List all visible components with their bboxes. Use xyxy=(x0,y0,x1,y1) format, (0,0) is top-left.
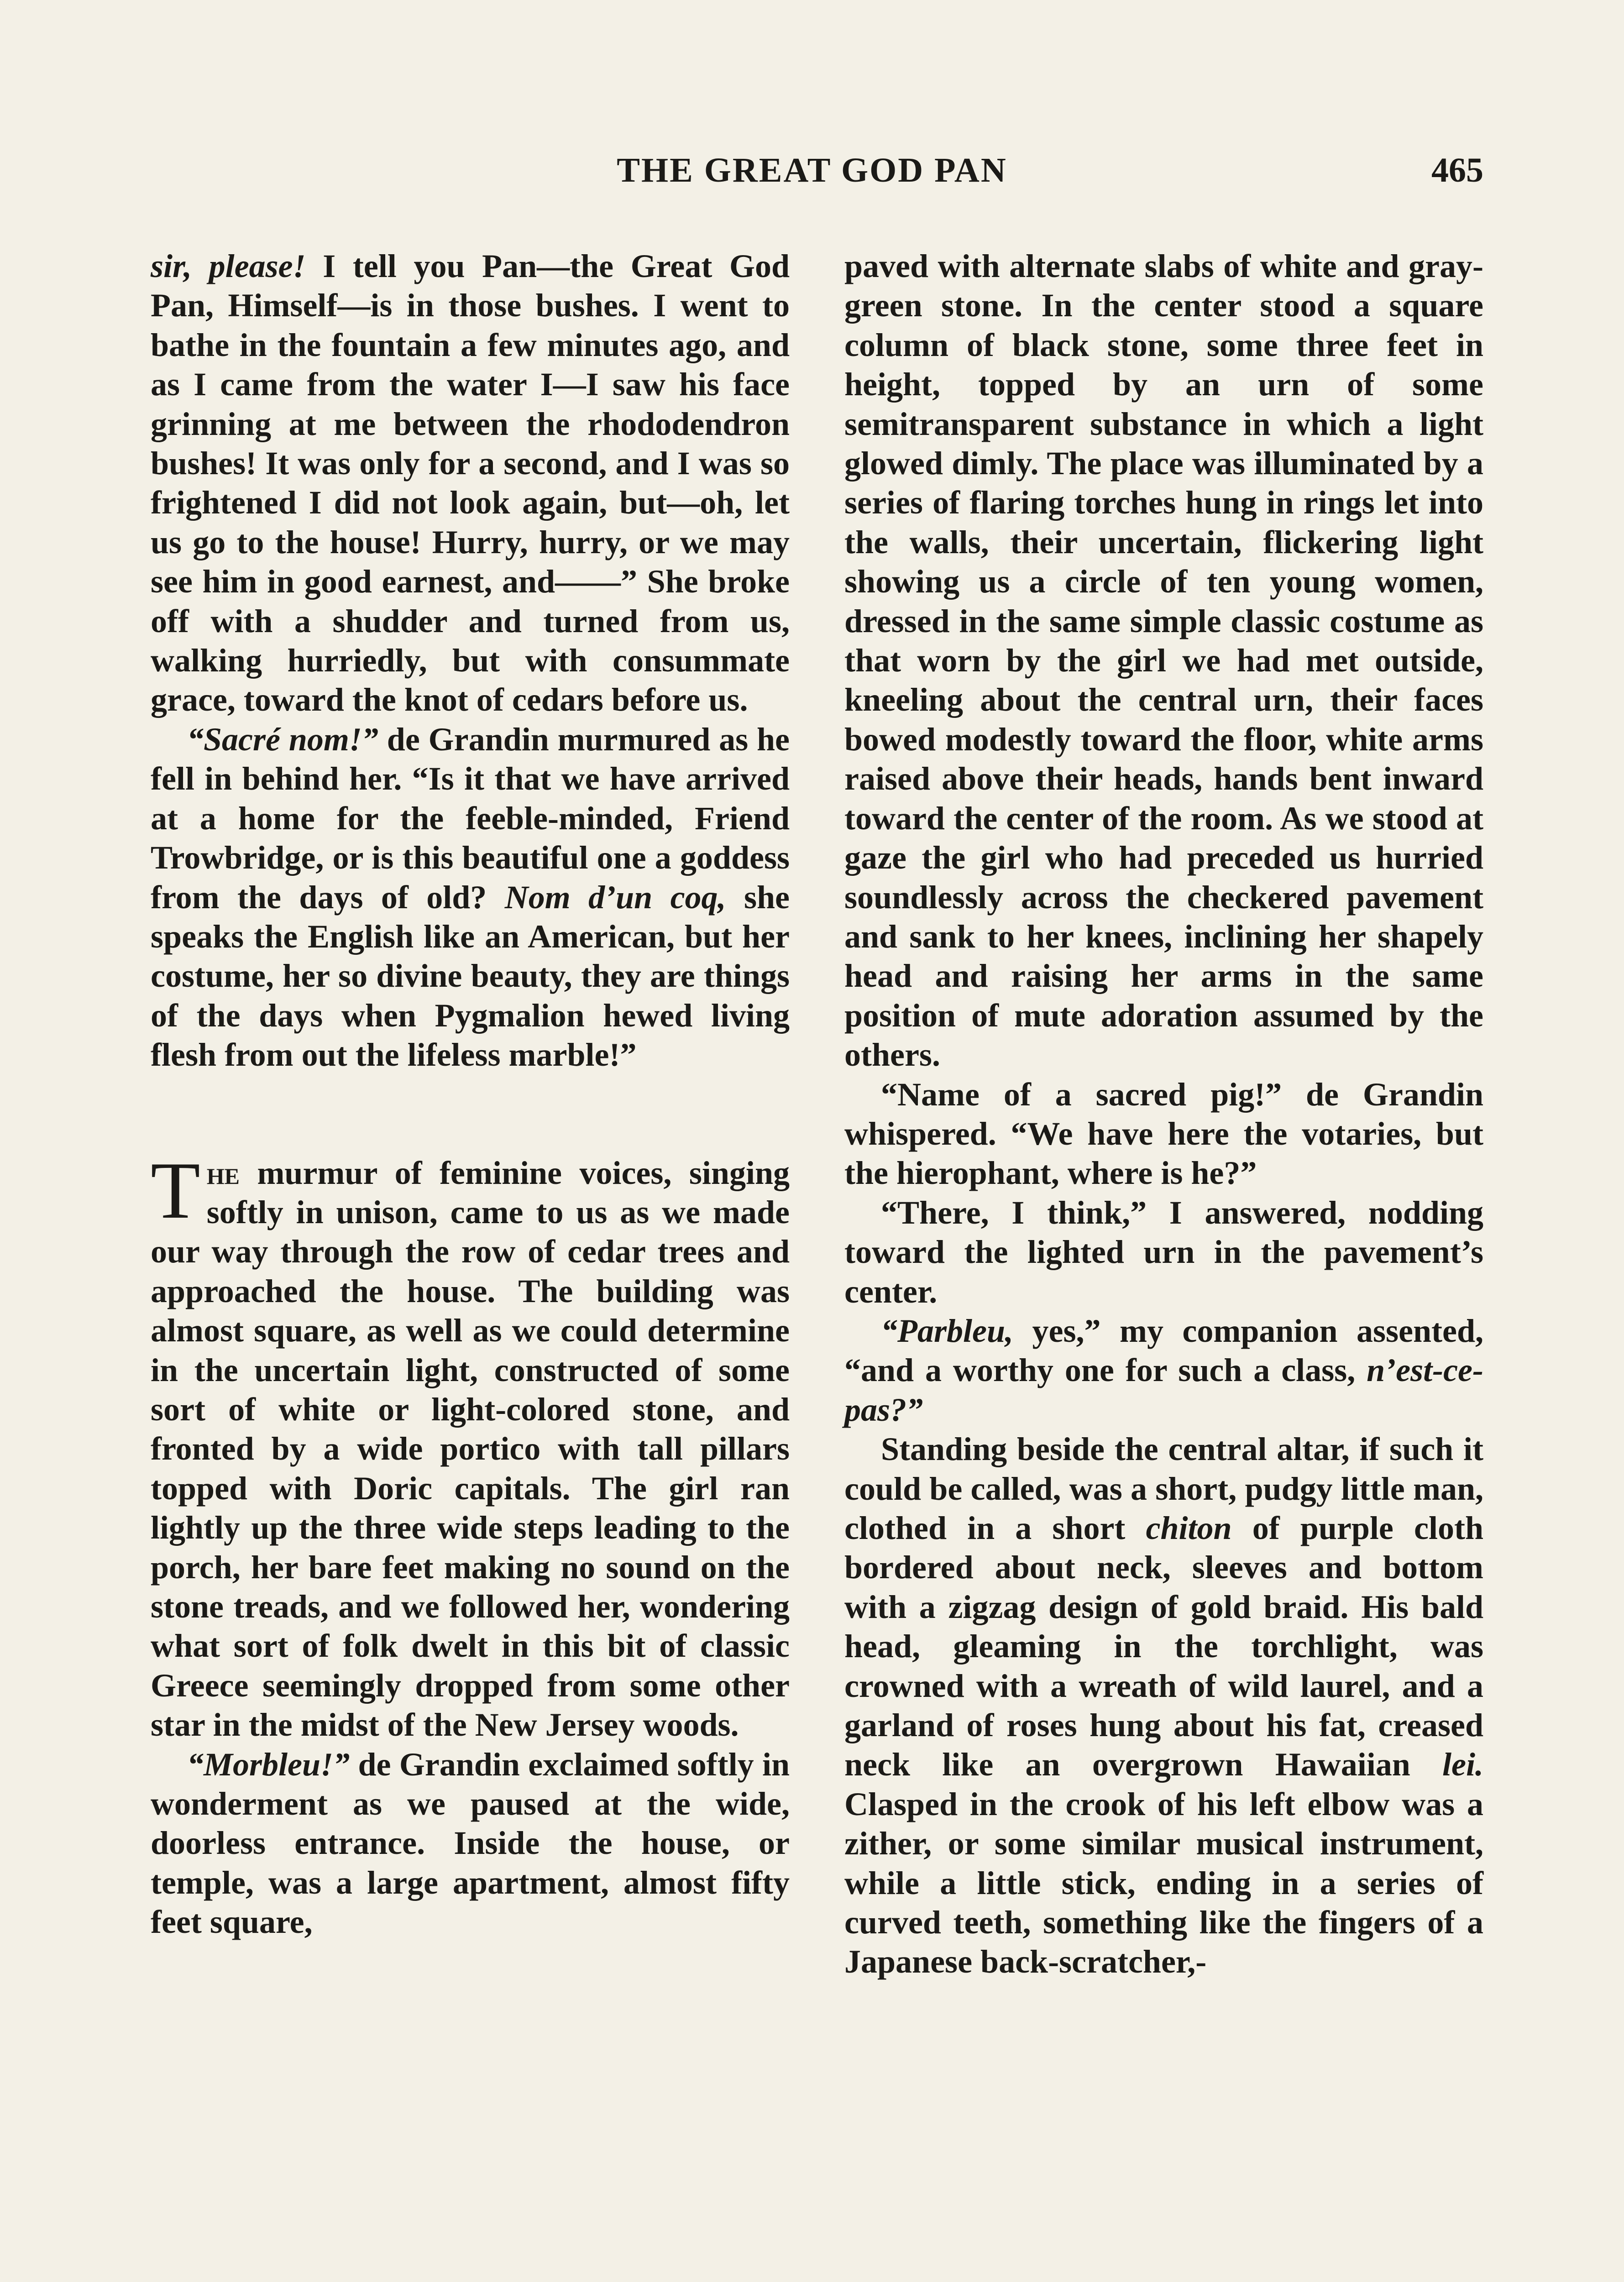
paragraph-text: I tell you Pan—the Great God Pan, Himself—is in those bushes. I went to bathe in the fountain a few minutes ago, and as I came from the water I—I saw his face grinning at me between the rhododendron bushes! It was only for a second, and I was so frightened I did not look again, but—oh, let us go to the house! Hurry, hurry, or we may see him in good earnest, and——” She broke off with a shudder and turned from us, walking hurriedly, but with consummate grace, toward the knot of cedars before us. xyxy=(151,248,790,718)
italic-text: n’est-ce-pas?” xyxy=(844,1352,1483,1428)
italic-text: Nom d’un coq, xyxy=(504,879,726,916)
page-number: 465 xyxy=(1431,151,1483,189)
right-column xyxy=(844,246,1483,1982)
drop-cap: T xyxy=(151,1145,200,1235)
italic-text: chiton xyxy=(1146,1510,1232,1546)
paragraph-text: murmur of feminine voices, singing softly in unison, came to us as we made our way through the row of cedar trees and approached the house. The building was almost square, as well as we could determine in the uncertain light, constructed of some sort of white or light-colored stone, and fronted by a wide portico with tall pillars topped with Doric capitals. The girl ran lightly up the three wide steps leading to the porch, her bare feet making no sound on the stone treads, and we followed her, wondering what sort of folk dwelt in this bit of classic Greece seemingly dropped from some other star in the midst of the New Jersey woods. xyxy=(151,1154,790,1743)
paragraph-text: de Grandin murmured as he fell in behind her. “Is it that we have arrived at a home for the feeble-minded, Friend Trowbridge, or is this beautiful one a goddess from the days of old? xyxy=(151,721,790,916)
left-column xyxy=(151,246,790,1942)
paragraph xyxy=(844,1429,1483,1982)
paragraph-text: of purple cloth bordered about neck, sleeves and bottom with a zigzag design of gold braid. His bald head, gleaming in the torchlight, was crowned with a wreath of wild laurel, and a garland of roses hung about his fat, creased neck like an overgrown Hawaiian xyxy=(844,1510,1483,1783)
paragraph xyxy=(151,1745,790,1942)
paragraph-text: paved with alternate slabs of white and gray-green stone. In the center stood a square column of black stone, some three feet in height, topped by an urn of some semitransparent substance in which a light glowed dimly. The place was illuminated by a series of flaring torches hung in rings let into the walls, their uncertain, flickering light showing us a circle of ten young women, dressed in the same simple classic costume as that worn by the girl we had met outside, kneeling about the central urn, their faces bowed modestly toward the floor, white arms raised above their heads, hands bent inward toward the center of the room. As we stood at gaze the girl who had preceded us hurried soundlessly across the checkered pavement and sank to her knees, inclining her shapely head and raising her arms in the same position of mute adoration assumed by the others. xyxy=(844,248,1483,1073)
paragraph xyxy=(844,1075,1483,1193)
paragraph-text: Clasped in the crook of his left elbow was a zither, or some similar musical instrument, while a little stick, ending in a series of curved teeth, something like the fingers of a Japanese back-scratcher,- xyxy=(844,1785,1483,1980)
paragraph-text: “There, I think,” I answered, nodding toward the lighted urn in the pavement’s center. xyxy=(844,1194,1483,1310)
paragraph-text: Standing beside the central altar, if such it could be called, was a short, pudgy little man, clothed in a short xyxy=(844,1431,1483,1546)
paragraph-text: “Name of a sacred pig!” de Grandin whispered. “We have here the votaries, but the hierophant, where is he?” xyxy=(844,1076,1483,1192)
paragraph-text: yes,” my companion assented, “and a worthy one for such a class, xyxy=(844,1312,1483,1389)
paragraph xyxy=(844,1311,1483,1429)
paragraph-text: she speaks the English like an American, but her costume, her so divine beauty, they are things of the days when Pygmalion hewed living flesh from out the lifeless marble!” xyxy=(151,879,790,1073)
italic-text: lei. xyxy=(1442,1746,1483,1783)
small-caps-text: he xyxy=(206,1154,240,1191)
paragraph xyxy=(151,1145,790,1745)
paragraph xyxy=(151,720,790,1075)
paragraph xyxy=(151,246,790,720)
paragraph xyxy=(844,1193,1483,1311)
running-header-title: THE GREAT GOD PAN xyxy=(617,151,1007,189)
italic-text: sir, please! xyxy=(151,248,306,284)
section-break xyxy=(151,1075,790,1153)
italic-text: “Sacré nom!” xyxy=(187,721,378,758)
paragraph-text: de Grandin exclaimed softly in wonderment as we paused at the wide, doorless entrance. Inside the house, or temple, was a large apartment, almost fifty feet square, xyxy=(151,1746,790,1941)
italic-text: “Morbleu!” xyxy=(187,1746,350,1783)
italic-text: “Parbleu, xyxy=(881,1312,1014,1349)
paragraph xyxy=(844,246,1483,1075)
